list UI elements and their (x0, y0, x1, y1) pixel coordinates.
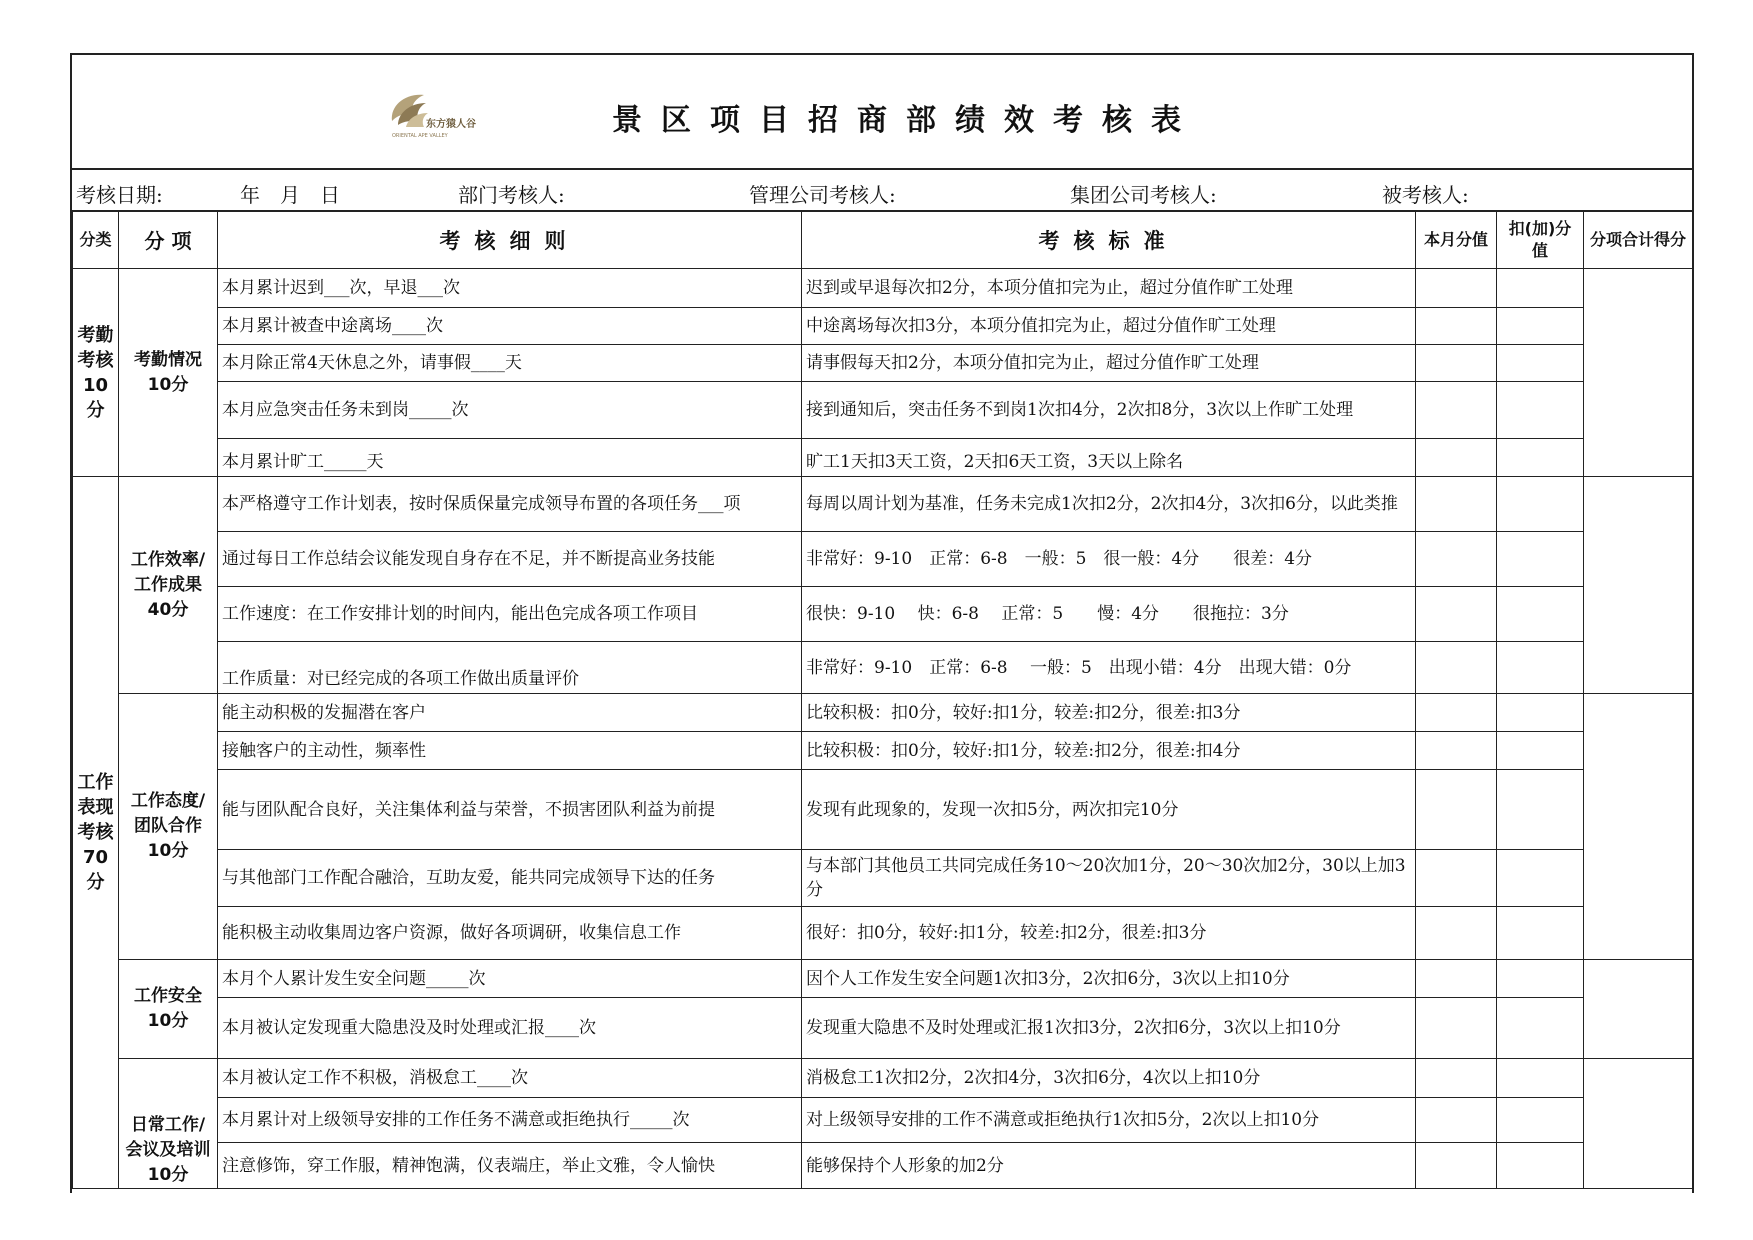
subtotal-cell[interactable] (1584, 960, 1693, 1059)
standard-cell: 旷工1天扣3天工资，2天扣6天工资，3天以上除名 (802, 439, 1416, 477)
col-deduct-add: 扣(加)分值 (1497, 211, 1584, 269)
subgroup-attitude: 工作态度/团队合作10分 (119, 694, 218, 960)
score-cell[interactable] (1416, 907, 1497, 960)
subtotal-cell[interactable] (1584, 694, 1693, 960)
standard-cell: 很好：扣0分，较好:扣1分，较差:扣2分，很差:扣3分 (802, 907, 1416, 960)
score-cell[interactable] (1416, 269, 1497, 308)
deduct-cell[interactable] (1497, 308, 1584, 345)
score-cell[interactable] (1416, 694, 1497, 732)
subtotal-cell[interactable] (1584, 1059, 1693, 1189)
deduct-cell[interactable] (1497, 382, 1584, 439)
detail-cell: 本月被认定工作不积极，消极怠工____次 (218, 1059, 802, 1098)
score-cell[interactable] (1416, 477, 1497, 532)
table-row (73, 439, 1693, 477)
score-cell[interactable] (1416, 850, 1497, 907)
detail-cell: 工作速度：在工作安排计划的时间内，能出色完成各项工作项目 (218, 587, 802, 642)
deduct-cell[interactable] (1497, 587, 1584, 642)
score-cell[interactable] (1416, 587, 1497, 642)
table-row (73, 694, 1693, 732)
category-attendance: 考勤考核10分 (73, 269, 119, 477)
reviewee-label: 被考核人: (1382, 183, 1469, 207)
table-row (73, 642, 1693, 694)
score-cell[interactable] (1416, 382, 1497, 439)
score-cell[interactable] (1416, 1059, 1497, 1098)
table-row (73, 532, 1693, 587)
deduct-cell[interactable] (1497, 850, 1584, 907)
standard-cell: 非常好：9-10 正常：6-8 一般：5 出现小错：4分 出现大错：0分 (802, 642, 1416, 694)
standard-cell: 对上级领导安排的工作不满意或拒绝执行1次扣5分，2次以上扣10分 (802, 1098, 1416, 1143)
assessment-table (72, 210, 1693, 1189)
page-title: 景区项目招商部绩效考核表 (612, 103, 1200, 138)
standard-cell: 消极怠工1次扣2分，2次扣4分，3次扣6分，4次以上扣10分 (802, 1059, 1416, 1098)
deduct-cell[interactable] (1497, 907, 1584, 960)
detail-cell: 本月除正常4天休息之外，请事假____天 (218, 345, 802, 382)
logo-mark-icon (384, 87, 494, 139)
table-row (73, 382, 1693, 439)
subtotal-cell[interactable] (1584, 477, 1693, 694)
subtotal-cell[interactable] (1584, 269, 1693, 477)
table-row (73, 907, 1693, 960)
subgroup-attendance: 考勤情况10分 (119, 269, 218, 477)
table-row (73, 1098, 1693, 1143)
score-cell[interactable] (1416, 308, 1497, 345)
standard-cell: 接到通知后，突击任务不到岗1次扣4分，2次扣8分，3次以上作旷工处理 (802, 382, 1416, 439)
deduct-cell[interactable] (1497, 477, 1584, 532)
table-row (73, 269, 1693, 308)
detail-cell: 本月累计被查中途离场____次 (218, 308, 802, 345)
table-row (73, 850, 1693, 907)
header-row (73, 211, 1693, 269)
col-category: 分类 (73, 211, 119, 269)
deduct-cell[interactable] (1497, 439, 1584, 477)
detail-cell: 能积极主动收集周边客户资源，做好各项调研，收集信息工作 (218, 907, 802, 960)
deduct-cell[interactable] (1497, 532, 1584, 587)
deduct-cell[interactable] (1497, 694, 1584, 732)
score-cell[interactable] (1416, 345, 1497, 382)
score-cell[interactable] (1416, 998, 1497, 1059)
deduct-cell[interactable] (1497, 642, 1584, 694)
score-cell[interactable] (1416, 642, 1497, 694)
detail-cell: 本严格遵守工作计划表，按时保质保量完成领导布置的各项任务___项 (218, 477, 802, 532)
deduct-cell[interactable] (1497, 1143, 1584, 1189)
table-row (73, 1143, 1693, 1189)
table-row (73, 770, 1693, 850)
logo-subtext: ORIENTAL APE VALLEY (392, 133, 448, 139)
dept-reviewer-label: 部门考核人: (458, 183, 565, 207)
detail-cell: 能与团队配合良好，关注集体利益与荣誉，不损害团队利益为前提 (218, 770, 802, 850)
score-cell[interactable] (1416, 439, 1497, 477)
detail-cell: 本月应急突击任务未到岗_____次 (218, 382, 802, 439)
detail-cell: 本月累计迟到___次，早退___次 (218, 269, 802, 308)
score-cell[interactable] (1416, 960, 1497, 998)
score-cell[interactable] (1416, 1098, 1497, 1143)
deduct-cell[interactable] (1497, 960, 1584, 998)
deduct-cell[interactable] (1497, 269, 1584, 308)
score-cell[interactable] (1416, 1143, 1497, 1189)
date-label: 考核日期: (76, 183, 163, 207)
table-row (73, 732, 1693, 770)
table-row (73, 587, 1693, 642)
col-monthly-score: 本月分值 (1416, 211, 1497, 269)
detail-cell: 本月被认定发现重大隐患没及时处理或汇报____次 (218, 998, 802, 1059)
detail-cell: 能主动积极的发掘潜在客户 (218, 694, 802, 732)
detail-cell: 注意修饰，穿工作服，精神饱满，仪表端庄，举止文雅，令人愉快 (218, 1143, 802, 1189)
subgroup-daily: 日常工作/会议及培训10分 (119, 1059, 218, 1189)
deduct-cell[interactable] (1497, 998, 1584, 1059)
standard-cell: 能够保持个人形象的加2分 (802, 1143, 1416, 1189)
meta-row (72, 168, 1692, 212)
date-ymd: 年 月 日 (240, 183, 340, 207)
deduct-cell[interactable] (1497, 732, 1584, 770)
detail-cell: 接触客户的主动性，频率性 (218, 732, 802, 770)
standard-cell: 比较积极：扣0分，较好:扣1分，较差:扣2分，很差:扣4分 (802, 732, 1416, 770)
deduct-cell[interactable] (1497, 1098, 1584, 1143)
detail-cell: 通过每日工作总结会议能发现自身存在不足，并不断提高业务技能 (218, 532, 802, 587)
detail-cell: 本月累计对上级领导安排的工作任务不满意或拒绝执行_____次 (218, 1098, 802, 1143)
table-row (73, 477, 1693, 532)
deduct-cell[interactable] (1497, 1059, 1584, 1098)
table-row (73, 1059, 1693, 1098)
table-row (73, 308, 1693, 345)
standard-cell: 比较积极：扣0分，较好:扣1分，较差:扣2分，很差:扣3分 (802, 694, 1416, 732)
sheet-header (72, 55, 1692, 170)
mgmt-reviewer-label: 管理公司考核人: (749, 183, 896, 207)
standard-cell: 每周以周计划为基准，任务未完成1次扣2分，2次扣4分，3次扣6分，以此类推 (802, 477, 1416, 532)
detail-cell: 与其他部门工作配合融洽，互助友爱，能共同完成领导下达的任务 (218, 850, 802, 907)
deduct-cell[interactable] (1497, 770, 1584, 850)
standard-cell: 请事假每天扣2分，本项分值扣完为止，超过分值作旷工处理 (802, 345, 1416, 382)
detail-cell: 本月个人累计发生安全问题_____次 (218, 960, 802, 998)
standard-cell: 因个人工作发生安全问题1次扣3分，2次扣6分，3次以上扣10分 (802, 960, 1416, 998)
standard-cell: 发现重大隐患不及时处理或汇报1次扣3分，2次扣6分，3次以上扣10分 (802, 998, 1416, 1059)
deduct-cell[interactable] (1497, 345, 1584, 382)
category-performance: 工作表现考核70分 (73, 477, 119, 1189)
subgroup-safety: 工作安全10分 (119, 960, 218, 1059)
score-cell[interactable] (1416, 732, 1497, 770)
standard-cell: 很快：9-10 快：6-8 正常：5 慢：4分 很拖拉：3分 (802, 587, 1416, 642)
logo-text: 东方猿人谷 (426, 119, 476, 130)
table-row (73, 960, 1693, 998)
standard-cell: 与本部门其他员工共同完成任务10～20次加1分，20～30次加2分，30以上加3分 (802, 850, 1416, 907)
assessment-sheet (70, 53, 1694, 1193)
subgroup-efficiency: 工作效率/工作成果40分 (119, 477, 218, 694)
detail-cell: 本月累计旷工_____天 (218, 439, 802, 477)
col-standards: 考核标准 (802, 211, 1416, 269)
score-cell[interactable] (1416, 532, 1497, 587)
standard-cell: 迟到或早退每次扣2分，本项分值扣完为止，超过分值作旷工处理 (802, 269, 1416, 308)
standard-cell: 发现有此现象的，发现一次扣5分，两次扣完10分 (802, 770, 1416, 850)
detail-cell: 工作质量：对已经完成的各项工作做出质量评价 (218, 642, 802, 694)
standard-cell: 中途离场每次扣3分，本项分值扣完为止，超过分值作旷工处理 (802, 308, 1416, 345)
company-logo (384, 87, 494, 139)
group-reviewer-label: 集团公司考核人: (1070, 183, 1217, 207)
table-row (73, 345, 1693, 382)
col-details: 考核细则 (218, 211, 802, 269)
table-row (73, 998, 1693, 1059)
col-subtotal: 分项合计得分 (1584, 211, 1693, 269)
score-cell[interactable] (1416, 770, 1497, 850)
col-subitem: 分 项 (119, 211, 218, 269)
standard-cell: 非常好：9-10 正常：6-8 一般：5 很一般：4分 很差：4分 (802, 532, 1416, 587)
